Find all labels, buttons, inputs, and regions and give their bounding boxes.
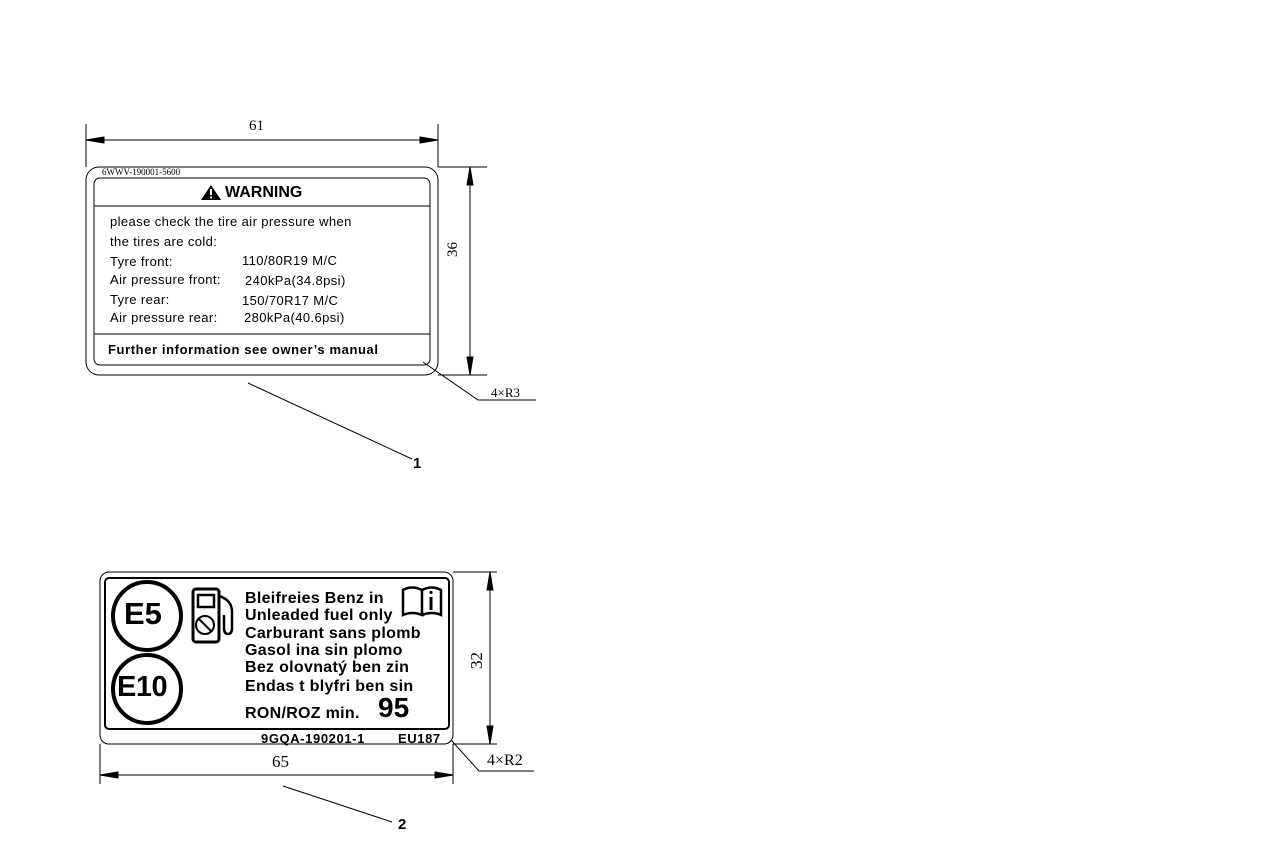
callout-2: 2 <box>398 816 407 833</box>
label2-part-code: 9GQA-190201-1 <box>261 731 365 746</box>
callout-1: 1 <box>413 455 422 472</box>
fuel-line-cs: Bez olovnatý ben zin <box>245 659 410 676</box>
fuel-line-de: Bleifreies Benz in <box>245 590 384 607</box>
tyre-rear-label: Tyre rear: <box>110 292 170 307</box>
fuel-pump-icon <box>193 589 232 642</box>
fuel-line-sv: Endas t blyfri ben sin <box>245 678 414 695</box>
e10-badge: E10 <box>117 671 168 703</box>
label2-eu-code: EU187 <box>398 731 441 746</box>
dim-width-2: 65 <box>272 752 289 771</box>
label1-part-code: 6WWV-190001-5600 <box>102 167 181 177</box>
callout-leader-1 <box>248 383 412 459</box>
tyre-front-label: Tyre front: <box>110 254 173 269</box>
air-pressure-front-value: 240kPa(34.8psi) <box>245 273 346 288</box>
tyre-front-value: 110/80R19 M/C <box>242 253 338 268</box>
fuel-line-fr: Carburant sans plomb <box>245 625 421 642</box>
air-pressure-rear-label: Air pressure rear: <box>110 310 218 325</box>
air-pressure-rear-value: 280kPa(40.6psi) <box>244 310 345 325</box>
label1-footer: Further information see owner’s manual <box>108 342 379 357</box>
dim-height-1: 36 <box>445 242 461 257</box>
fuel-line-en: Unleaded fuel only <box>245 607 393 624</box>
radius-note-1: 4×R3 <box>491 385 521 400</box>
ron-text: RON/ROZ min. <box>245 705 360 722</box>
ron-value: 95 <box>378 692 410 723</box>
air-pressure-front-label: Air pressure front: <box>110 272 221 287</box>
label1-instruction-line1: please check the tire air pressure when <box>110 214 352 229</box>
label1-instruction-line2: the tires are cold: <box>110 234 218 249</box>
dim-height-2: 32 <box>467 652 486 669</box>
callout-leader-2 <box>283 786 392 822</box>
fuel-line-es: Gasol ina sin plomo <box>245 642 403 659</box>
dim-width-1: 61 <box>249 118 264 134</box>
warning-triangle-icon <box>201 185 221 200</box>
tyre-rear-value: 150/70R17 M/C <box>242 293 339 308</box>
label1-warning-title: WARNING <box>225 184 303 201</box>
e5-badge: E5 <box>124 596 162 631</box>
radius-note-2: 4×R2 <box>487 752 523 769</box>
owners-manual-icon <box>403 588 441 616</box>
